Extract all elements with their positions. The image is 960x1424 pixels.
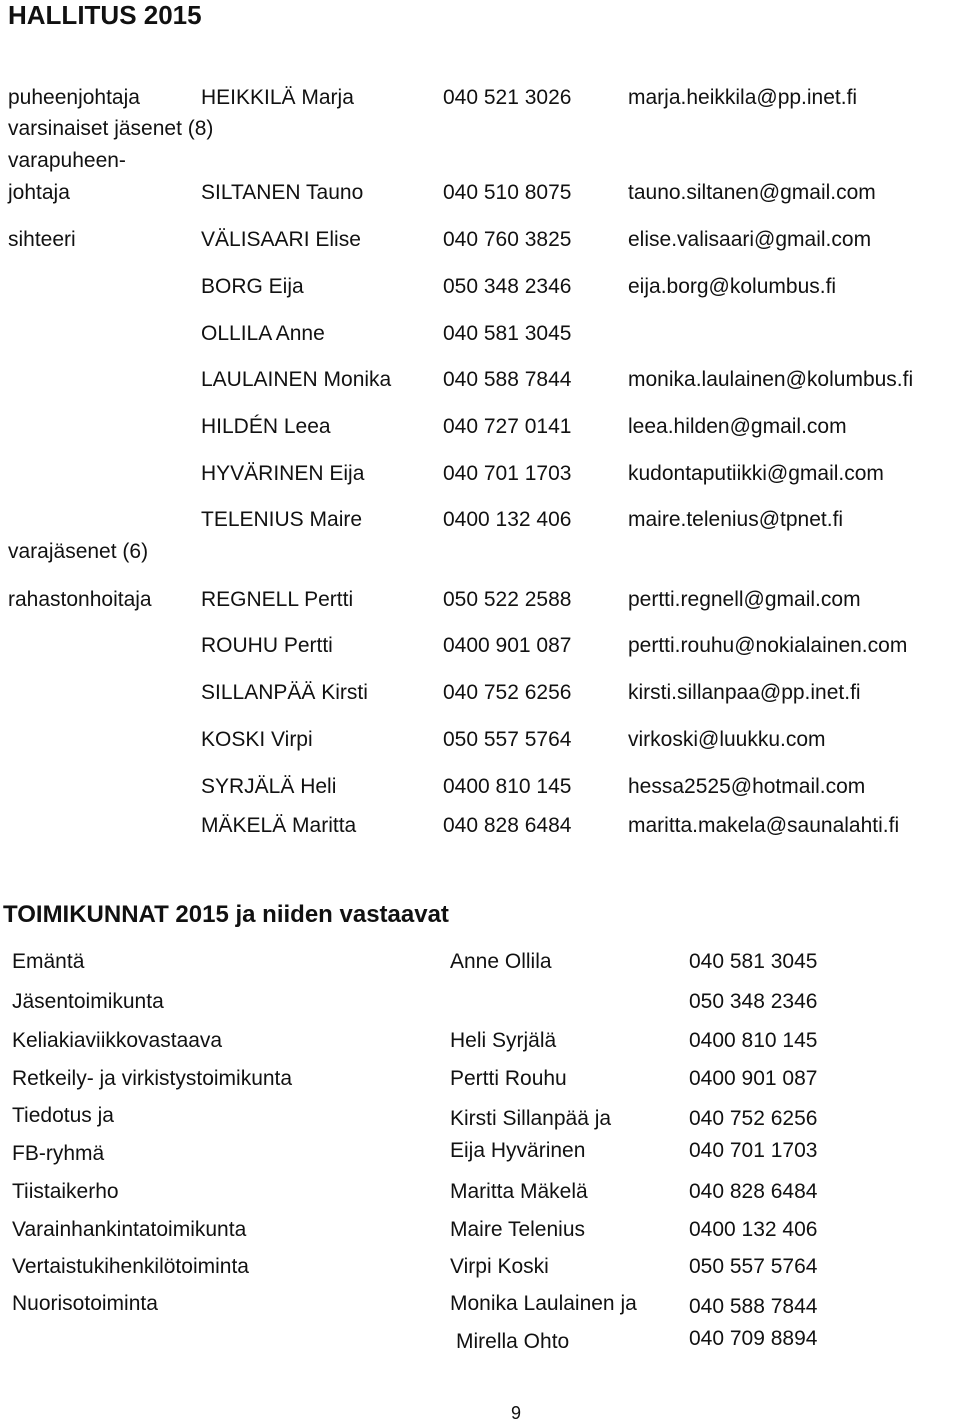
committee-name: FB-ryhmä — [12, 1142, 105, 1165]
committee-phone: 050 557 5764 — [689, 1255, 818, 1278]
committee-person: Eija Hyvärinen — [450, 1139, 586, 1162]
committee-phone: 040 701 1703 — [689, 1139, 818, 1162]
committee-person: Maritta Mäkelä — [450, 1180, 588, 1203]
board-phone: 040 510 8075 — [443, 181, 572, 204]
board-name: SYRJÄLÄ Heli — [201, 775, 337, 798]
committee-person: Kirsti Sillanpää ja — [450, 1107, 612, 1130]
board-email: kudontaputiikki@gmail.com — [628, 462, 884, 485]
board-phone: 0400 901 087 — [443, 634, 572, 657]
committee-name: Tiistaikerho — [12, 1180, 119, 1203]
board-email: marja.heikkila@pp.inet.fi — [628, 86, 858, 109]
board-phone: 0400 810 145 — [443, 775, 572, 798]
board-role: varapuheen- — [8, 149, 126, 172]
board-name: TELENIUS Maire — [201, 508, 363, 531]
page-title: HALLITUS 2015 — [8, 0, 202, 30]
committee-phone: 0400 132 406 — [689, 1218, 818, 1241]
board-email: eija.borg@kolumbus.fi — [628, 275, 837, 298]
board-email: pertti.regnell@gmail.com — [628, 588, 861, 611]
committee-name: Nuorisotoiminta — [12, 1292, 158, 1315]
committee-phone: 040 588 7844 — [689, 1295, 818, 1318]
board-email: maire.telenius@tpnet.fi — [628, 508, 844, 531]
committee-name: Varainhankintatoimikunta — [12, 1218, 247, 1241]
committee-phone: 040 828 6484 — [689, 1180, 818, 1203]
board-phone: 050 522 2588 — [443, 588, 572, 611]
board-role: varsinaiset jäsenet (8) — [8, 117, 214, 140]
board-name: REGNELL Pertti — [201, 588, 354, 611]
board-phone: 040 727 0141 — [443, 415, 572, 438]
board-phone: 040 752 6256 — [443, 681, 572, 704]
committee-phone: 0400 901 087 — [689, 1067, 818, 1090]
board-role: varajäsenet (6) — [8, 540, 149, 563]
board-email: monika.laulainen@kolumbus.fi — [628, 368, 914, 391]
board-email: kirsti.sillanpaa@pp.inet.fi — [628, 681, 861, 704]
board-phone: 050 348 2346 — [443, 275, 572, 298]
committee-name: Jäsentoimikunta — [12, 990, 164, 1013]
board-role: puheenjohtaja — [8, 86, 140, 109]
board-name: BORG Eija — [201, 275, 304, 298]
committee-person: Maire Telenius — [450, 1218, 586, 1241]
board-name: ROUHU Pertti — [201, 634, 333, 657]
board-email: hessa2525@hotmail.com — [628, 775, 866, 798]
committee-person: Virpi Koski — [450, 1255, 549, 1278]
board-email: tauno.siltanen@gmail.com — [628, 181, 876, 204]
committee-name: Emäntä — [12, 950, 85, 973]
board-name: HILDÉN Leea — [201, 415, 331, 438]
committee-phone: 040 709 8894 — [689, 1327, 818, 1350]
board-phone: 050 557 5764 — [443, 728, 572, 751]
board-name: HYVÄRINEN Eija — [201, 462, 365, 485]
committee-person: Anne Ollila — [450, 950, 552, 973]
board-name: SILTANEN Tauno — [201, 181, 364, 204]
board-role: rahastonhoitaja — [8, 588, 152, 611]
committee-name: Vertaistukihenkilötoiminta — [12, 1255, 249, 1278]
board-phone: 040 581 3045 — [443, 322, 572, 345]
board-name: HEIKKILÄ Marja — [201, 86, 354, 109]
committee-phone: 040 581 3045 — [689, 950, 818, 973]
board-phone: 0400 132 406 — [443, 508, 572, 531]
board-name: VÄLISAARI Elise — [201, 228, 361, 251]
committees-title: TOIMIKUNNAT 2015 ja niiden vastaavat — [3, 901, 449, 928]
board-name: KOSKI Virpi — [201, 728, 313, 751]
board-email: pertti.rouhu@nokialainen.com — [628, 634, 908, 657]
committee-person: Mirella Ohto — [456, 1330, 570, 1353]
committee-phone: 050 348 2346 — [689, 990, 818, 1013]
committee-person: Pertti Rouhu — [450, 1067, 567, 1090]
board-email: virkoski@luukku.com — [628, 728, 826, 751]
board-email: leea.hilden@gmail.com — [628, 415, 847, 438]
board-email: elise.valisaari@gmail.com — [628, 228, 872, 251]
board-phone: 040 588 7844 — [443, 368, 572, 391]
committee-phone: 040 752 6256 — [689, 1107, 818, 1130]
page-number: 9 — [511, 1403, 522, 1423]
committee-name: Tiedotus ja — [12, 1104, 114, 1127]
committee-name: Retkeily- ja virkistystoimikunta — [12, 1067, 293, 1090]
board-phone: 040 828 6484 — [443, 814, 572, 837]
committee-phone: 0400 810 145 — [689, 1029, 818, 1052]
board-role: sihteeri — [8, 228, 76, 251]
board-role: johtaja — [8, 181, 70, 204]
board-name: SILLANPÄÄ Kirsti — [201, 681, 368, 704]
committee-person: Heli Syrjälä — [450, 1029, 557, 1052]
board-email: maritta.makela@saunalahti.fi — [628, 814, 900, 837]
board-phone: 040 760 3825 — [443, 228, 572, 251]
board-phone: 040 701 1703 — [443, 462, 572, 485]
board-name: MÄKELÄ Maritta — [201, 814, 357, 837]
board-phone: 040 521 3026 — [443, 86, 572, 109]
committee-name: Keliakiaviikkovastaava — [12, 1029, 223, 1052]
committee-person: Monika Laulainen ja — [450, 1292, 637, 1315]
board-name: LAULAINEN Monika — [201, 368, 392, 391]
board-name: OLLILA Anne — [201, 322, 325, 345]
